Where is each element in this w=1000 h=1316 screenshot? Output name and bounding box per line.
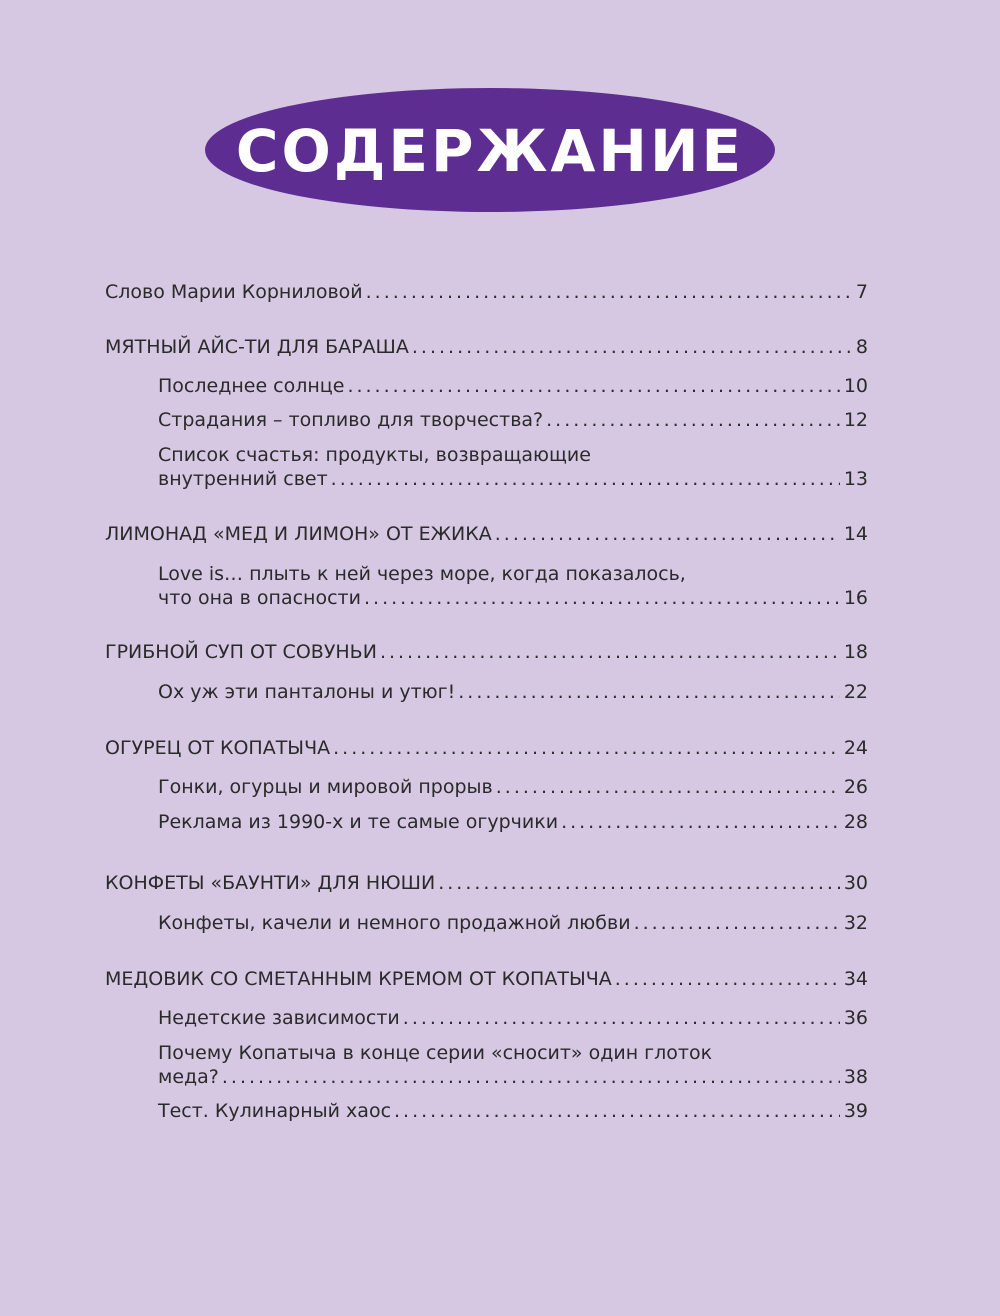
toc-entry-page: 38 xyxy=(843,1066,868,1088)
toc-entry-page: 7 xyxy=(855,281,868,303)
toc-chapter-label: МЯТНЫЙ АЙС-ТИ ДЛЯ БАРАША xyxy=(105,336,409,358)
toc-section[interactable] xyxy=(158,1041,868,1089)
toc-entry-page: 8 xyxy=(855,336,868,358)
dot-leader xyxy=(458,680,840,704)
toc-entry-page: 39 xyxy=(843,1100,868,1122)
dot-leader xyxy=(438,871,840,895)
toc-entry-label-line1: Love is… плыть к ней через море, когда показалось, xyxy=(158,563,686,585)
toc-section[interactable] xyxy=(158,911,868,935)
toc-entry-page: 26 xyxy=(843,776,868,798)
toc-entry-page: 32 xyxy=(843,912,868,934)
dot-leader xyxy=(222,1065,840,1089)
toc-entry-label-line1: Список счастья: продукты, возвращающие xyxy=(158,444,591,466)
toc-entry-page: 18 xyxy=(843,641,868,663)
toc-entry-page: 10 xyxy=(843,375,868,397)
dot-leader xyxy=(634,911,840,935)
toc-entry-label: Гонки, огурцы и мировой прорыв xyxy=(158,776,493,798)
toc-section[interactable] xyxy=(158,408,868,432)
toc-entry-label: Последнее солнце xyxy=(158,375,345,397)
toc-entry-label: меда? xyxy=(158,1066,219,1088)
toc-chapter-medovik[interactable] xyxy=(105,967,868,991)
dot-leader xyxy=(380,640,840,664)
toc-entry-page: 14 xyxy=(843,523,868,545)
toc-entry-label: Недетские зависимости xyxy=(158,1007,400,1029)
toc-entry-label: Слово Марии Корниловой xyxy=(105,281,363,303)
toc-entry-label: Реклама из 1990-х и те самые огурчики xyxy=(158,811,559,833)
toc-section[interactable] xyxy=(158,810,868,834)
toc-section[interactable] xyxy=(158,562,868,610)
toc-entry-label: Ох уж эти панталоны и утюг! xyxy=(158,681,456,703)
toc-entry-page: 22 xyxy=(843,681,868,703)
dot-leader xyxy=(333,736,840,760)
toc-chapter-nyusha[interactable] xyxy=(105,871,868,895)
toc-entry-label: что она в опасности xyxy=(158,587,361,609)
toc-section[interactable] xyxy=(158,680,868,704)
dot-leader xyxy=(364,586,840,610)
toc-entry-page: 28 xyxy=(843,811,868,833)
toc-entry-page: 36 xyxy=(843,1007,868,1029)
toc-entry-label: Конфеты, качели и немного продажной любви xyxy=(158,912,631,934)
toc-section[interactable] xyxy=(158,1006,868,1030)
dot-leader xyxy=(394,1099,840,1123)
toc-entry-label: Страдания – топливо для творчества? xyxy=(158,409,544,431)
toc-chapter-ezhik[interactable] xyxy=(105,522,868,546)
toc-chapter-sovunya[interactable] xyxy=(105,640,868,664)
dot-leader xyxy=(347,374,839,398)
toc-entry-page: 34 xyxy=(843,968,868,990)
toc-entry-page: 16 xyxy=(843,587,868,609)
toc-chapter-label: МЕДОВИК СО СМЕТАННЫМ КРЕМОМ ОТ КОПАТЫЧА xyxy=(105,968,612,990)
toc-entry-page: 12 xyxy=(843,409,868,431)
toc-entry-label: внутренний свет xyxy=(158,468,328,490)
toc-section[interactable] xyxy=(158,775,868,799)
toc-chapter-label: КОНФЕТЫ «БАУНТИ» ДЛЯ НЮШИ xyxy=(105,872,436,894)
dot-leader xyxy=(366,280,852,304)
toc-entry-label-line1: Почему Копатыча в конце серии «сносит» один глоток xyxy=(158,1042,713,1064)
dot-leader xyxy=(615,967,840,991)
dot-leader xyxy=(496,775,840,799)
toc-section[interactable] xyxy=(158,1099,868,1123)
toc-section[interactable] xyxy=(158,443,868,491)
dot-leader xyxy=(403,1006,840,1030)
page-title: СОДЕРЖАНИЕ xyxy=(235,117,745,185)
toc-entry-intro[interactable] xyxy=(105,280,868,304)
dot-leader xyxy=(412,335,852,359)
toc-entry-label: Тест. Кулинарный хаос xyxy=(158,1100,392,1122)
toc-chapter-label: ОГУРЕЦ ОТ КОПАТЫЧА xyxy=(105,737,331,759)
toc-chapter-kopatych[interactable] xyxy=(105,736,868,760)
toc-chapter-barash[interactable] xyxy=(105,335,868,359)
dot-leader xyxy=(546,408,840,432)
toc-entry-page: 13 xyxy=(843,468,868,490)
toc-entry-page: 30 xyxy=(843,872,868,894)
toc-entry-page: 24 xyxy=(843,737,868,759)
toc-section[interactable] xyxy=(158,374,868,398)
toc-chapter-label: ГРИБНОЙ СУП ОТ СОВУНЬИ xyxy=(105,641,377,663)
toc-chapter-label: ЛИМОНАД «МЕД И ЛИМОН» ОТ ЕЖИКА xyxy=(105,523,492,545)
dot-leader xyxy=(495,522,840,546)
dot-leader xyxy=(331,467,840,491)
heading-banner xyxy=(205,88,775,212)
dot-leader xyxy=(561,810,840,834)
